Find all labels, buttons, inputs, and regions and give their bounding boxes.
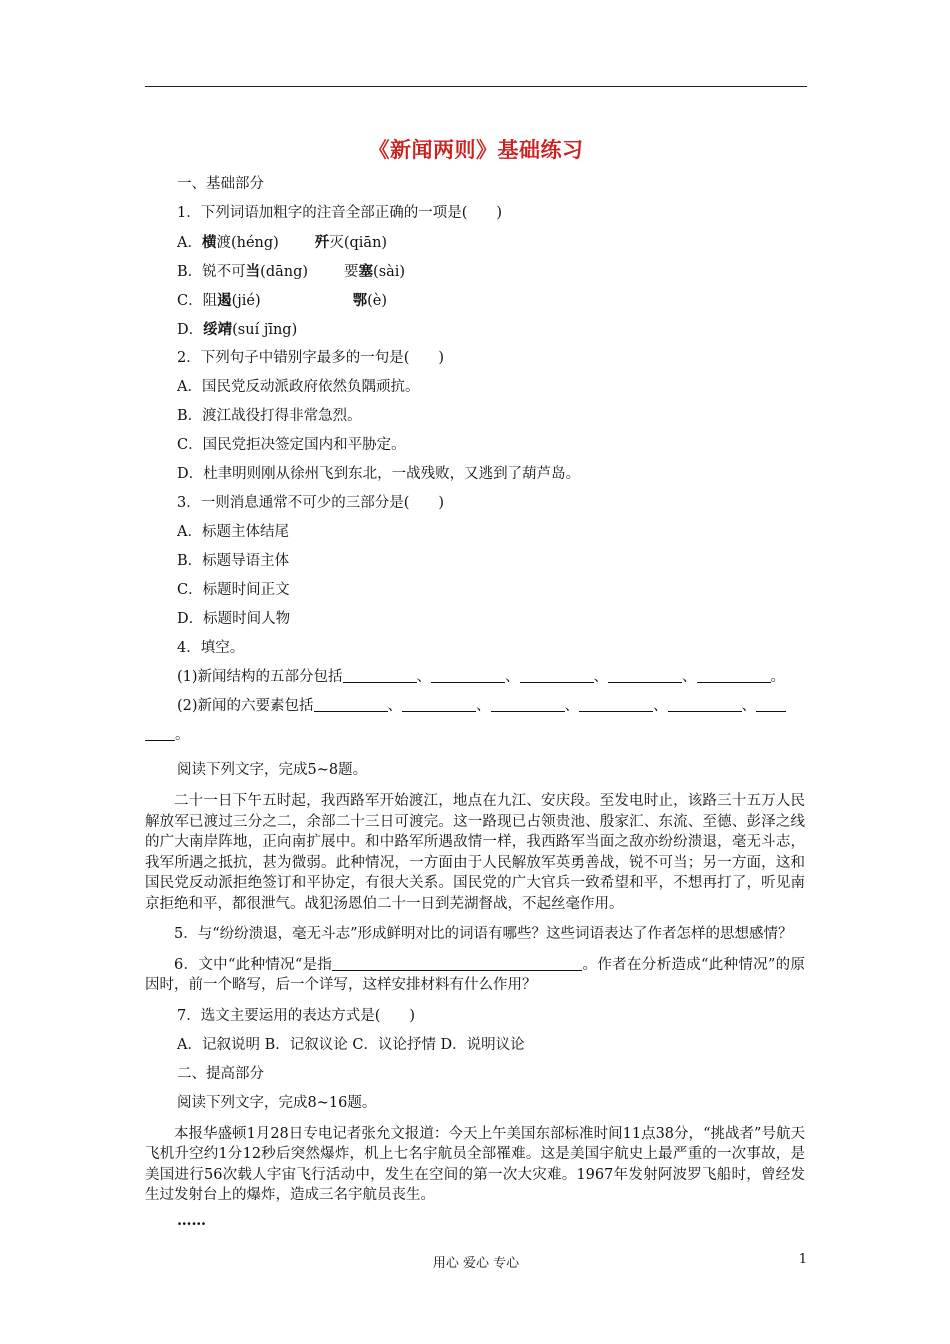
question-3-option-a: A．标题主体结尾 (177, 524, 289, 540)
question-6: 6．文中“此种情况“是指 。作者在分析造成“此种情况”的原因时，前一个略写，后一个详写，这样安排材料有什么作用？ (145, 956, 805, 993)
question-7-options: A．记叙说明 B．记叙议论 C．议论抒情 D．说明议论 (177, 1036, 525, 1053)
question-5: 5．与“纷纷溃退，毫无斗志”形成鲜明对比的词语有哪些？这些词语表达了作者怎样的思想感情？ (174, 926, 793, 942)
page-title: 《新闻两则》基础练习 (368, 137, 584, 162)
question-1-option-a: A．横渡(héng) 歼灭(qiān) (177, 234, 388, 251)
question-1-option-b: B．锐不可当(dāng) 要塞(sài) (177, 263, 406, 280)
reading-passage-1: 二十一日下午五时起，我西路军开始渡江，地点在九江、安庆段。至发电时止，该路三十五万人民解放军已渡过三分之二，余部二十三日可渡完。这一路现已占领贵池、殷家汇、东流、至德、彭泽之线的广大南岸阵地，正向南扩展中。和中路军所遇敌情一样，我西路军当面之敌亦纷纷溃退，毫无斗志，我军所遇之抵抗，甚为微弱。此种情况，一方面由于人民解放军英勇善战，锐不可当；另一方面，这和国民党反动派拒绝签订和平协定，有很大关系。国民党的广大官兵一致希望和平，不想再打了，听见南京拒绝和平，都很泄气。战犯汤恩伯二十一日到芜湖督战，不起丝毫作用。 (145, 793, 805, 912)
question-3-option-b: B．标题导语主体 (177, 553, 290, 569)
question-2-option-c: C．国民党拒决签定国内和平胁定。 (177, 437, 406, 453)
section-heading-advanced: 二、提高部分 (177, 1065, 264, 1082)
question-2-option-b: B．渡江战役打得非常急烈。 (177, 408, 362, 424)
section-heading-basic: 一、基础部分 (177, 176, 264, 192)
question-4-item-2-continued: 。 (145, 721, 775, 750)
fill-blank (608, 668, 682, 683)
reading-instruction-2: 阅读下列文字，完成8~16题。 (177, 1094, 377, 1111)
question-3-option-d: D．标题时间人物 (177, 611, 291, 627)
question-4-item-2: (2)新闻的六要素包括 、 、 、 、 、 (177, 692, 807, 721)
question-1-stem: 1．下列词语加粗字的注音全部正确的一项是( ) (177, 205, 503, 221)
fill-blank (491, 697, 565, 712)
fill-blank (402, 697, 476, 712)
reading-instruction-1: 阅读下列文字，完成5~8题。 (177, 762, 368, 778)
question-3-option-c: C．标题时间正文 (177, 582, 290, 598)
header-rule (145, 86, 807, 87)
fill-blank (343, 668, 417, 683)
question-1-option-d: D．绥靖(suí jīng) (177, 321, 298, 338)
fill-blank (579, 697, 653, 712)
question-2-option-d: D．杜聿明则刚从徐州飞到东北，一战残败，又逃到了葫芦岛。 (177, 466, 581, 482)
question-3-stem: 3．一则消息通常不可少的三部分是( ) (177, 495, 445, 511)
fill-blank (697, 668, 771, 683)
fill-blank (314, 697, 388, 712)
question-2-stem: 2．下列句子中错别字最多的一句是( ) (177, 350, 445, 366)
question-2-option-a: A．国民党反动派政府依然负隅顽抗。 (177, 379, 420, 395)
passage-ellipsis: …… (177, 1211, 206, 1229)
page-number: 1 (798, 1252, 807, 1267)
question-4-stem: 4．填空。 (177, 640, 245, 656)
question-4-item-1: (1)新闻结构的五部分包括 、 、 、 、 。 (177, 669, 786, 685)
fill-blank (431, 668, 505, 683)
footer-slogan: 用心 爱心 专心 (432, 1256, 520, 1271)
document-body (145, 170, 807, 1235)
fill-blank (332, 956, 582, 971)
fill-blank (520, 668, 594, 683)
fill-blank (668, 697, 742, 712)
reading-passage-2: 本报华盛顿1月28日专电记者张允文报道：今天上午美国东部标准时间11点38分，“挑战者”号航天飞机升空约1分12秒后突然爆炸，机上七名宇航员全部罹难。这是美国宇航史上最严重的一次事故，是美国进行56次载人宇宙飞行活动中，发生在空间的第一次大灾难。1967年发射阿波罗飞船时，曾经发生过发射台上的爆炸，造成三名宇航员丧生。 (145, 1125, 805, 1203)
question-7-stem: 7．选文主要运用的表达方式是( ) (177, 1007, 416, 1024)
question-1-option-c: C．阻遏(jié) 鄂(è) (177, 292, 388, 309)
fill-blank (145, 726, 175, 741)
fill-blank (756, 697, 786, 712)
